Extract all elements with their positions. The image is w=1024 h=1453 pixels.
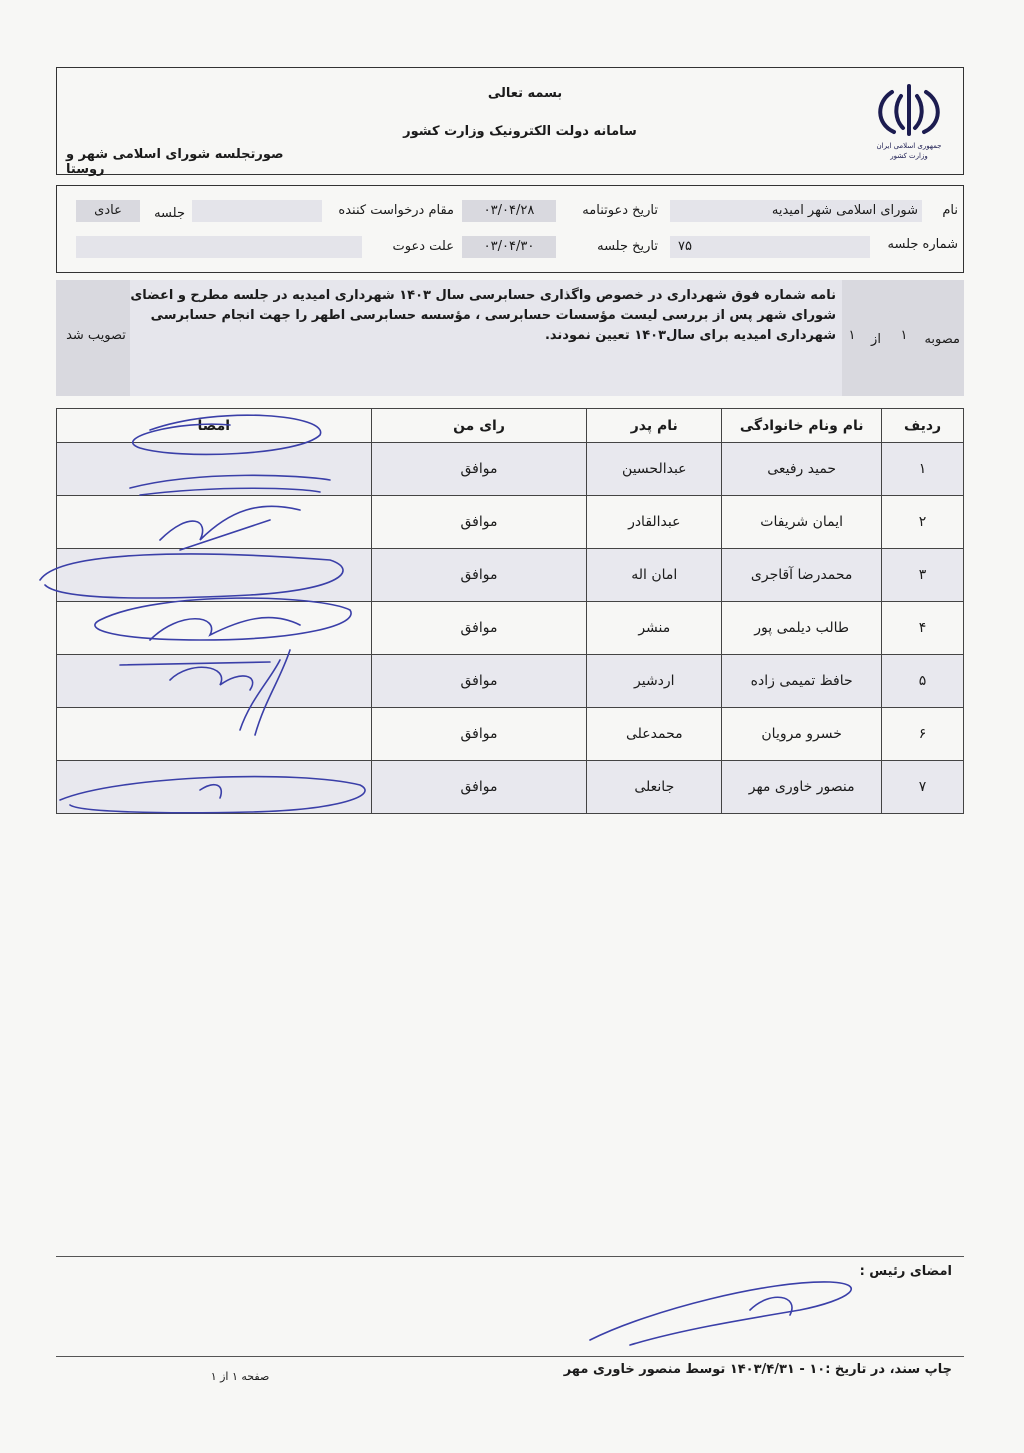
session-date-field bbox=[462, 236, 556, 258]
member-signatures-graphic bbox=[0, 400, 420, 860]
resolution-total: ۱ bbox=[848, 328, 856, 343]
footer-bottom-divider bbox=[56, 1356, 964, 1357]
vote: موافق bbox=[371, 549, 587, 602]
member-name: خسرو مرویان bbox=[722, 708, 882, 761]
member-name: طالب دیلمی پور bbox=[722, 602, 882, 655]
row-number: ۵ bbox=[882, 655, 964, 708]
vote: موافق bbox=[371, 761, 587, 814]
member-name: محمدرضا آقاجری bbox=[722, 549, 882, 602]
invite-date-label: تاریخ دعوتنامه bbox=[582, 203, 658, 218]
row-number: ۷ bbox=[882, 761, 964, 814]
emblem-logo bbox=[868, 80, 950, 162]
chairman-sign-label: امضای رئیس : bbox=[859, 1264, 952, 1279]
father-name: امان اله bbox=[587, 549, 722, 602]
father-name: عبدالحسین bbox=[587, 443, 722, 496]
system-title: سامانه دولت الکترونیک وزارت کشور bbox=[403, 124, 637, 139]
session-date-label: تاریخ جلسه bbox=[597, 239, 658, 254]
father-name: اردشیر bbox=[587, 655, 722, 708]
requester-label: مقام درخواست کننده bbox=[338, 203, 454, 218]
vote: موافق bbox=[371, 602, 587, 655]
vote: موافق bbox=[371, 496, 587, 549]
father-name: عبدالقادر bbox=[587, 496, 722, 549]
member-name: حمید رفیعی bbox=[722, 443, 882, 496]
svg-text:جمهوری اسلامی ایران: جمهوری اسلامی ایران bbox=[876, 142, 942, 150]
session-number-field bbox=[670, 236, 870, 258]
father-name: محمدعلی bbox=[587, 708, 722, 761]
session-type-value: عادی bbox=[94, 203, 122, 218]
row-number: ۲ bbox=[882, 496, 964, 549]
col-header-signature: امضا bbox=[57, 409, 372, 443]
col-header-row-no: ردیف bbox=[882, 409, 964, 443]
meeting-info-box bbox=[56, 185, 964, 273]
row-number: ۱ bbox=[882, 443, 964, 496]
col-header-father: نام پدر bbox=[587, 409, 722, 443]
row-number: ۴ bbox=[882, 602, 964, 655]
iran-emblem-icon bbox=[868, 80, 950, 162]
resolution-index: ۱ bbox=[900, 328, 908, 343]
requester-redacted-field bbox=[192, 200, 322, 222]
resolution-of-label: از bbox=[871, 332, 881, 347]
session-type-field bbox=[76, 200, 140, 222]
vote: موافق bbox=[371, 655, 587, 708]
print-info-line: چاپ سند، در تاریخ :۱۰ - ۱۴۰۳/۴/۳۱ توسط منصور خاوری مهر bbox=[563, 1362, 952, 1377]
resolution-text: نامه شماره فوق شهرداری در خصوص واگذاری حسابرسی سال ۱۴۰۳ شهرداری امیدیه در جلسه مطرح و اعضای شورای شهر پس از بررسی لیست مؤسسات حسابرسی ، مؤسسه حسابرسی اطهر را جهت انجام حسابرسی شهرداری امیدیه برای سال۱۴۰۳ تعیین نمودند. bbox=[130, 288, 836, 343]
invite-date-field bbox=[462, 200, 556, 222]
session-number-value: ۷۵ bbox=[678, 239, 692, 254]
father-name: جانعلی bbox=[587, 761, 722, 814]
name-label: نام bbox=[942, 203, 958, 218]
page-number: صفحه ۱ از ۱ bbox=[210, 1370, 270, 1383]
svg-text:وزارت کشور: وزارت کشور bbox=[890, 152, 928, 160]
resolution-status: تصویب شد bbox=[66, 328, 126, 343]
invite-date-value: ۰۳/۰۴/۲۸ bbox=[483, 203, 535, 218]
col-header-name: نام ونام خانوادگی bbox=[722, 409, 882, 443]
vote: موافق bbox=[371, 708, 587, 761]
invite-reason-redacted-field bbox=[76, 236, 362, 258]
basmala: بسمه تعالی bbox=[487, 86, 563, 101]
father-name: منشر bbox=[587, 602, 722, 655]
row-number: ۶ bbox=[882, 708, 964, 761]
session-number-label: شماره جلسه bbox=[887, 237, 958, 252]
member-name: ایمان شریفات bbox=[722, 496, 882, 549]
member-name: منصور خاوری مهر bbox=[722, 761, 882, 814]
member-name: حافظ تمیمی زاده bbox=[722, 655, 882, 708]
council-name-field bbox=[670, 200, 922, 222]
vote: موافق bbox=[371, 443, 587, 496]
session-label: جلسه bbox=[154, 206, 185, 221]
chairman-signature-graphic bbox=[570, 1270, 890, 1360]
session-date-value: ۰۳/۰۴/۳۰ bbox=[483, 239, 535, 254]
resolution-label: مصوبه bbox=[924, 332, 960, 347]
invite-reason-label: علت دعوت bbox=[392, 239, 454, 254]
row-number: ۳ bbox=[882, 549, 964, 602]
footer-top-divider bbox=[56, 1256, 964, 1257]
col-header-vote: رای من bbox=[371, 409, 587, 443]
document-title: صورتجلسه شورای اسلامی شهر و روستا bbox=[66, 147, 284, 177]
council-name-value: شورای اسلامی شهر امیدیه bbox=[771, 203, 918, 218]
